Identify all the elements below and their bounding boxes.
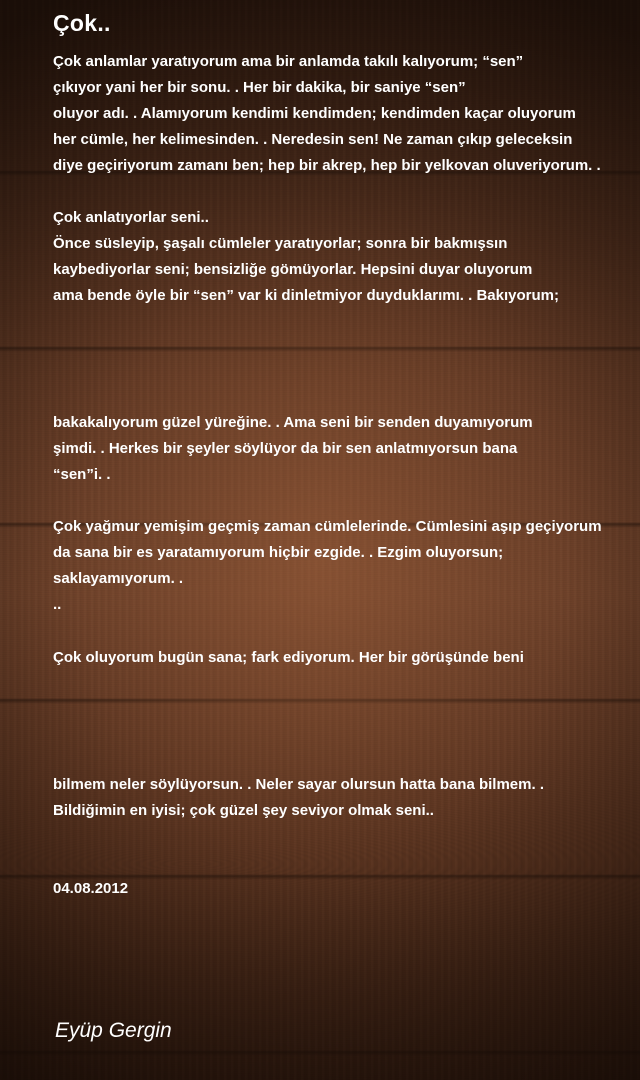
poem-line: Çok oluyorum bugün sana; fark ediyorum. Her bir görüşünde beni: [53, 649, 524, 666]
poem-line: oluyor adı. . Alamıyorum kendimi kendimden; kendimden kaçar oluyorum: [53, 105, 576, 122]
poem-line: çıkıyor yani her bir sonu. . Her bir dakika, bir saniye “sen”: [53, 79, 466, 96]
stanza-1: [53, 49, 640, 179]
author-signature: Eyüp Gergin: [55, 1019, 172, 1042]
poem-line: Çok anlamlar yaratıyorum ama bir anlamda takılı kalıyorum; “sen”: [53, 53, 524, 70]
poem-line: diye geçiriyorum zamanı ben; hep bir akrep, hep bir yelkovan oluveriyorum. .: [53, 157, 601, 174]
poem-line: Bildiğimin en iyisi; çok güzel şey seviyor olmak seni..: [53, 802, 434, 819]
poem-date: [53, 876, 640, 902]
stanza-6: [53, 772, 640, 824]
poem-line: bakakalıyorum güzel yüreğine. . Ama seni bir senden duyamıyorum: [53, 414, 533, 431]
poem-line: şimdi. . Herkes bir şeyler söylüyor da bir sen anlatmıyorsun bana: [53, 440, 518, 457]
poem-title: Çok..: [53, 10, 111, 36]
poem-line: “sen”i. .: [53, 466, 111, 483]
poem-line: saklayamıyorum. .: [53, 570, 184, 587]
stanza-5: [53, 645, 640, 671]
poem-line: ama bende öyle bir “sen” var ki dinletmiyor duyduklarımı. . Bakıyorum;: [53, 287, 559, 304]
stanza-4: [53, 514, 640, 618]
poem-line: Önce süsleyip, şaşalı cümleler yaratıyorlar; sonra bir bakmışsın: [53, 235, 508, 252]
stanza-2: [53, 205, 640, 309]
poem-line: da sana bir es yaratamıyorum hiçbir ezgide. . Ezgim oluyorsun;: [53, 544, 504, 561]
poem-line: Çok yağmur yemişim geçmiş zaman cümlelerinde. Cümlesini aşıp geçiyorum: [53, 518, 602, 535]
poem-line: ..: [53, 596, 62, 613]
poem-line: Çok anlatıyorlar seni..: [53, 209, 209, 226]
poem-line: bilmem neler söylüyorsun. . Neler sayar olursun hatta bana bilmem. .: [53, 776, 544, 793]
poem-line: kaybediyorlar seni; bensizliğe gömüyorlar. Hepsini duyar oluyorum: [53, 261, 533, 278]
poem-line: her cümle, her kelimesinden. . Neredesin sen! Ne zaman çıkıp geleceksin: [53, 131, 573, 148]
date-text: 04.08.2012: [53, 880, 129, 897]
stanza-3: [53, 410, 640, 488]
